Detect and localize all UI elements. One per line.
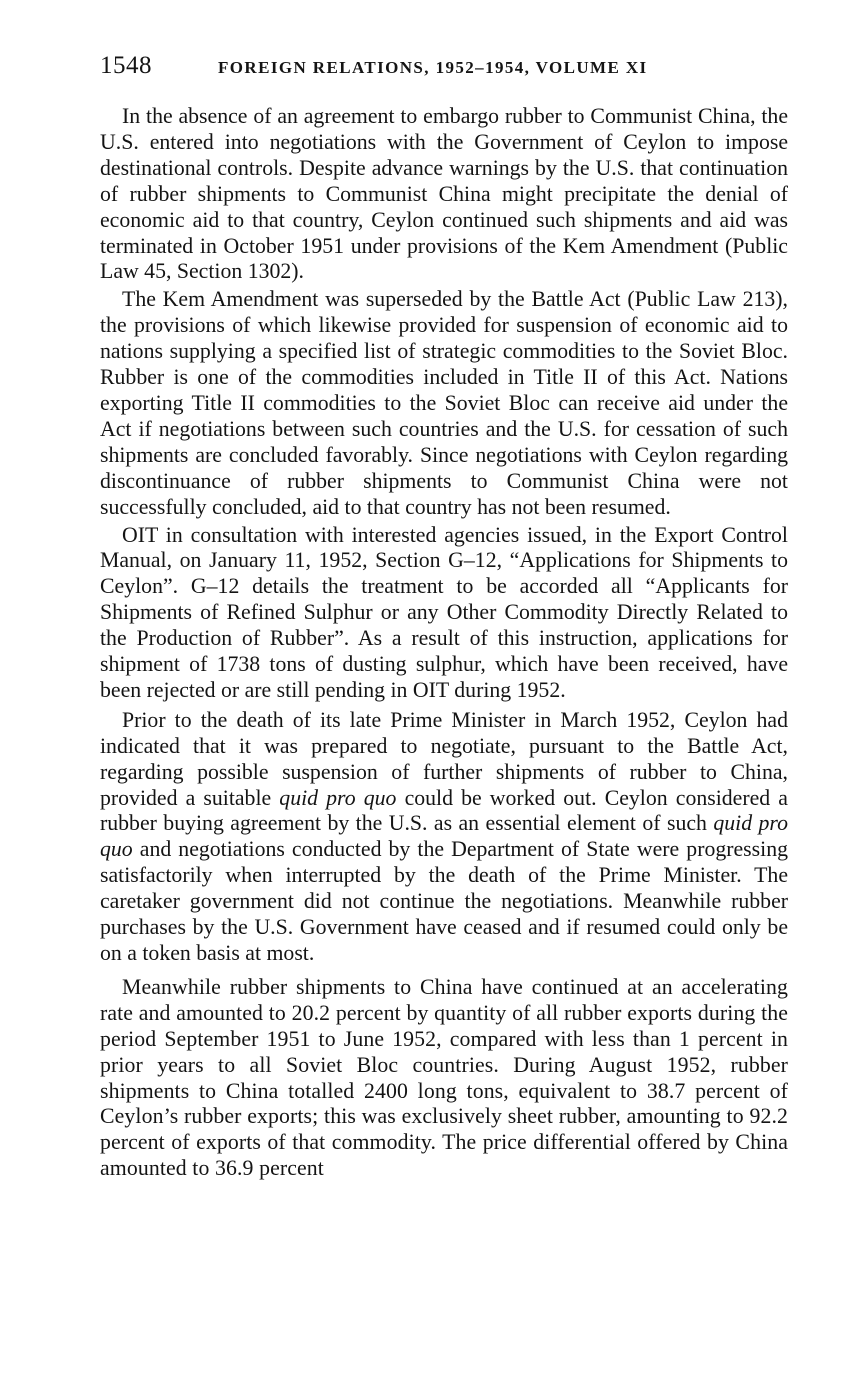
paragraph-text: Prior to the death of its late Prime Minister in March 1952, Ceylon had indicated that it was prepared to negotiate, pursuant to the Battle Act, regarding possible suspension of further shipments of rubber to China, provided a suitable: [100, 707, 788, 810]
paragraph: [100, 708, 788, 967]
page-number: 1548: [100, 52, 152, 79]
italic-term: quid pro quo: [100, 811, 788, 862]
document-page: [100, 52, 788, 1182]
paragraph: In the absence of an agreement to embargo rubber to Communist China, the U.S. entered into negotiations with the Government of Ceylon to impose destinational controls. Despite advance warnings by the U.S. that continuation of rubber shipments to Communist China might precipitate the denial of economic aid to that country, Ceylon continued such shipments and aid was terminated in October 1951 under provisions of the Kem Amendment (Public Law 45, Section 1302).: [100, 104, 788, 284]
paragraph: The Kem Amendment was superseded by the Battle Act (Public Law 213), the provisions of which likewise provided for suspension of economic aid to nations supplying a specified list of strategic commodities to the Soviet Bloc. Rubber is one of the commodities included in Title II of this Act. Nations exporting Title II commodities to the Soviet Bloc can receive aid under the Act if negotiations between such countries and the U.S. for cessation of such shipments are concluded favorably. Since negotiations with Ceylon regarding discontinuance of rubber shipments to Communist China were not successfully concluded, aid to that country has not been resumed.: [100, 287, 788, 519]
paragraph-text: and negotiations conducted by the Department of State were progressing satisfactorily when interrupted by the death of the Prime Minister. The caretaker government did not continue the negotiations. Meanwhile rubber purchases by the U.S. Government have ceased and if resumed could only be on a token basis at most.: [100, 837, 788, 965]
running-title: FOREIGN RELATIONS, 1952–1954, VOLUME XI: [218, 58, 648, 77]
paragraph: Meanwhile rubber shipments to China have continued at an accelerating rate and amounted to 20.2 percent by quantity of all rubber exports during the period September 1951 to June 1952, compared with less than 1 percent in prior years to all Soviet Bloc countries. During August 1952, rubber shipments to China totalled 2400 long tons, equivalent to 38.7 percent of Ceylon’s rubber exports; this was exclusively sheet rubber, amounting to 92.2 percent of exports of that commodity. The price differential offered by China amounted to 36.9 percent: [100, 974, 788, 1181]
running-header: [100, 52, 788, 92]
paragraph-text: could be worked out. Ceylon considered a rubber buying agreement by the U.S. as an essential element of such: [100, 785, 788, 836]
paragraph: OIT in consultation with interested agencies issued, in the Export Control Manual, on January 11, 1952, Section G–12, “Applications for Shipments to Ceylon”. G–12 details the treatment to be accorded all “Applicants for Shipments of Refined Sulphur or any Other Commodity Directly Related to the Production of Rubber”. As a result of this instruction, applications for shipment of 1738 tons of dusting sulphur, which have been received, have been rejected or are still pending in OIT during 1952.: [100, 522, 788, 702]
italic-term: quid pro quo: [279, 785, 397, 810]
body-text: [100, 104, 788, 1182]
